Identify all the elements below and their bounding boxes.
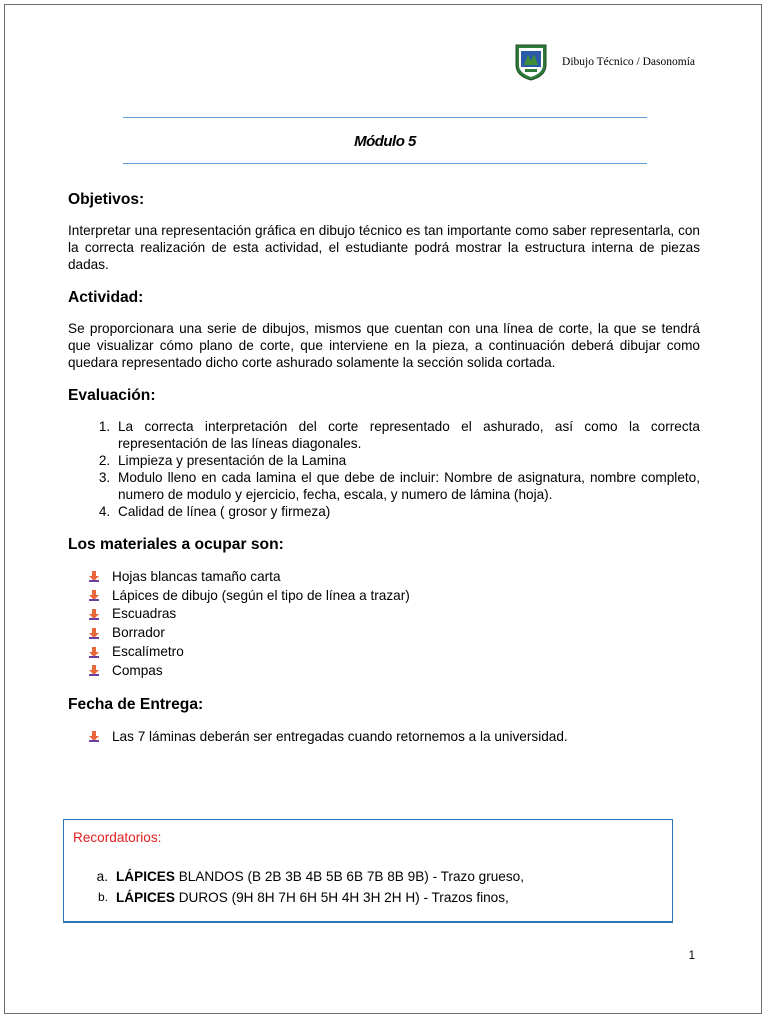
activity-heading: Actividad: <box>68 289 144 306</box>
delivery-heading: Fecha de Entrega: <box>68 695 204 713</box>
arrow-down-bullet-icon <box>88 608 100 620</box>
reminder-bold-label: LÁPICES <box>116 869 175 884</box>
list-item: Escalímetro <box>88 642 700 661</box>
list-item: Hojas blancas tamaño carta <box>88 567 700 586</box>
arrow-down-bullet-icon <box>88 570 100 582</box>
document-page <box>4 4 762 1014</box>
materials-heading: Los materiales a ocupar son: <box>68 536 284 553</box>
delivery-list <box>68 727 700 746</box>
objectives-text: Interpretar una representación gráfica en dibujo técnico es tan importante como saber representarla, con la correcta realización de esta actividad, el estudiante podrá mostrar la estructura interna de piezas dadas. <box>68 223 700 272</box>
list-item: Lápices de dibujo (según el tipo de línea a trazar) <box>88 586 700 605</box>
evaluation-list <box>68 418 700 520</box>
evaluation-heading: Evaluación: <box>68 387 156 404</box>
title-rule-top <box>123 117 647 118</box>
list-item: 2. Limpieza y presentación de la Lamina <box>114 452 700 469</box>
list-item <box>73 866 663 887</box>
evaluation-section <box>68 387 700 520</box>
list-item: Compas <box>88 661 700 680</box>
list-marker: b. <box>97 890 108 904</box>
reminders-title: Recordatorios: <box>73 830 162 845</box>
university-crest-icon <box>514 43 548 81</box>
list-item <box>73 887 663 908</box>
objectives-heading: Objetivos: <box>68 191 145 208</box>
arrow-down-bullet-icon <box>88 589 100 601</box>
materials-section <box>68 536 700 680</box>
reminder-bold-label: LÁPICES <box>116 890 175 905</box>
title-rule-bottom <box>123 163 647 164</box>
reminders-box <box>63 819 673 923</box>
document-body <box>68 191 700 762</box>
arrow-down-bullet-icon <box>88 627 100 639</box>
reminders-list <box>73 866 663 908</box>
materials-list <box>68 567 700 680</box>
page-number: 1 <box>688 950 695 962</box>
reminder-text: DUROS (9H 8H 7H 6H 5H 4H 3H 2H H) - Trazos finos, <box>174 890 509 905</box>
list-item: 1. La correcta interpretación del corte representado el ashurado, así como la correcta representación de las líneas diagonales. <box>114 418 700 452</box>
list-item: Escuadras <box>88 605 700 624</box>
activity-section <box>68 289 700 371</box>
course-name: Dibujo Técnico / Dasonomía <box>562 56 695 68</box>
arrow-down-bullet-icon <box>88 730 100 742</box>
list-item: Borrador <box>88 623 700 642</box>
arrow-down-bullet-icon <box>88 646 100 658</box>
objectives-section <box>68 191 700 273</box>
module-title: Módulo 5 <box>354 133 416 150</box>
list-marker: a. <box>96 869 108 884</box>
list-item: Las 7 láminas deberán ser entregadas cuando retornemos a la universidad. <box>88 727 700 746</box>
page-header <box>514 43 695 81</box>
list-item: 4. Calidad de línea ( grosor y firmeza) <box>114 503 700 520</box>
arrow-down-bullet-icon <box>88 664 100 676</box>
list-item: 3. Modulo lleno en cada lamina el que debe de incluir: Nombre de asignatura, nombre completo, numero de modulo y ejercicio, fecha, escala, y numero de lámina (hoja). <box>114 469 700 503</box>
delivery-section <box>68 696 700 746</box>
activity-text: Se proporcionara una serie de dibujos, mismos que cuentan con una línea de corte, la que se tendrá que visualizar cómo plano de corte, que interviene en la pieza, a continuación deberá dibujar como quedara representado dicho corte ashurado solamente la sección solida cortada. <box>68 321 700 370</box>
reminder-text: BLANDOS (B 2B 3B 4B 5B 6B 7B 8B 9B) - Trazo grueso, <box>174 869 524 884</box>
